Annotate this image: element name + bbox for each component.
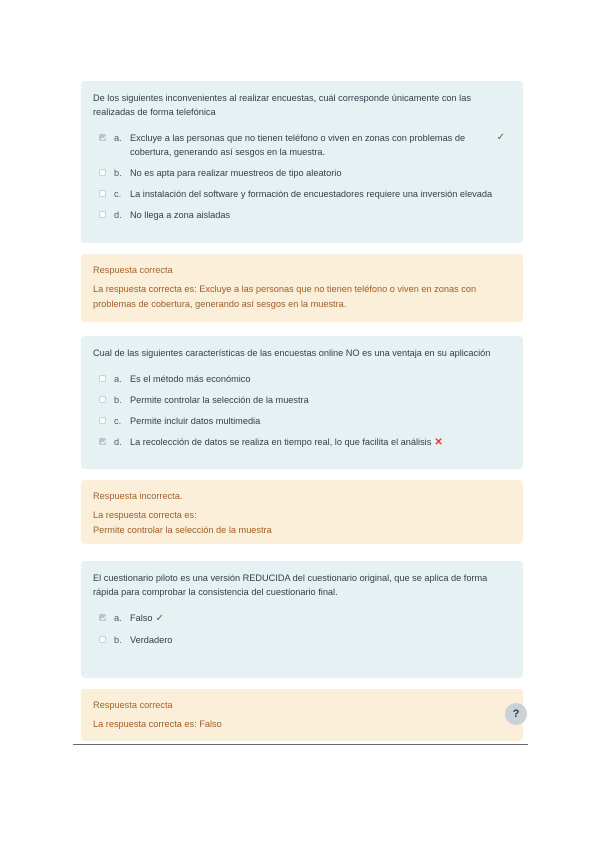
- option-letter: b.: [114, 395, 122, 405]
- feedback-title: Respuesta correcta: [93, 700, 173, 710]
- option-letter: a.: [114, 613, 122, 623]
- option-letter: b.: [114, 168, 122, 178]
- feedback-answer: La respuesta correcta es: Falso: [93, 719, 222, 729]
- options-list: [93, 372, 511, 450]
- option-text: [130, 611, 511, 626]
- help-button[interactable]: ?: [505, 703, 527, 725]
- feedback-card-2: [81, 480, 523, 544]
- option-a[interactable]: [93, 131, 511, 159]
- question-card-1: [81, 81, 523, 243]
- feedback-answer: La respuesta correcta es: Excluye a las personas que no tienen teléfono o viven en zonas con problemas de cobertura, generando así sesgos en la muestra.: [93, 284, 477, 309]
- feedback-answer: Permite controlar la selección de la muestra: [93, 525, 272, 535]
- option-c[interactable]: [93, 187, 511, 201]
- option-text: No es apta para realizar muestreos de tipo aleatorio: [130, 168, 342, 178]
- checkbox[interactable]: [99, 396, 106, 403]
- options-list: [93, 131, 511, 222]
- option-d[interactable]: [93, 435, 511, 450]
- option-b[interactable]: [93, 166, 511, 180]
- checkbox[interactable]: [99, 134, 106, 141]
- question-text: El cuestionario piloto es una versión REDUCIDA del cuestionario original, que se aplica de forma rápida para comprobar la consistencia del cuestionario final.: [93, 573, 488, 597]
- divider: [73, 744, 528, 745]
- checkbox[interactable]: [99, 438, 106, 445]
- option-a[interactable]: [93, 611, 511, 626]
- question-text: De los siguientes inconvenientes al realizar encuestas, cuál corresponde únicamente con las realizadas de forma telefónica: [93, 93, 471, 117]
- check-icon: ✓: [496, 132, 505, 143]
- option-c[interactable]: [93, 414, 511, 428]
- option-letter: a.: [114, 374, 122, 384]
- checkbox[interactable]: [99, 417, 106, 424]
- option-a[interactable]: [93, 372, 511, 386]
- feedback-answer-label: La respuesta correcta es:: [93, 510, 197, 520]
- option-b[interactable]: [93, 633, 511, 647]
- checkbox[interactable]: [99, 190, 106, 197]
- option-text: Excluye a las personas que no tienen teléfono o viven en zonas con problemas de cobertura, generando así sesgos en la muestra.: [130, 133, 466, 157]
- incorrect-icon: ✕: [434, 437, 443, 448]
- option-label: La recolección de datos se realiza en tiempo real, lo que facilita el análisis: [130, 437, 432, 447]
- option-label: Falso: [130, 613, 153, 623]
- option-letter: b.: [114, 635, 122, 645]
- feedback-card-1: [81, 254, 523, 322]
- feedback-title: Respuesta incorrecta.: [93, 491, 183, 501]
- option-letter: a.: [114, 133, 122, 143]
- option-letter: d.: [114, 437, 122, 447]
- option-letter: c.: [114, 416, 122, 426]
- option-text: Permite incluir datos multimedia: [130, 416, 261, 426]
- question-text: Cual de las siguientes características de las encuestas online NO es una ventaja en su aplicación: [93, 348, 491, 358]
- option-letter: c.: [114, 189, 122, 199]
- checkbox[interactable]: [99, 614, 106, 621]
- option-letter: d.: [114, 210, 122, 220]
- option-text: No llega a zona aisladas: [130, 210, 231, 220]
- option-text: [130, 435, 511, 450]
- check-icon: ✓: [155, 613, 164, 624]
- feedback-title: Respuesta correcta: [93, 265, 173, 275]
- option-text: Permite controlar la selección de la muestra: [130, 395, 309, 405]
- checkbox[interactable]: [99, 169, 106, 176]
- checkbox[interactable]: [99, 375, 106, 382]
- option-d[interactable]: [93, 208, 511, 222]
- option-b[interactable]: [93, 393, 511, 407]
- question-card-3: [81, 561, 523, 678]
- feedback-card-3: [81, 689, 523, 741]
- checkbox[interactable]: [99, 636, 106, 643]
- checkbox[interactable]: [99, 211, 106, 218]
- option-text: Verdadero: [130, 635, 173, 645]
- option-text: Es el método más económico: [130, 374, 251, 384]
- question-card-2: [81, 336, 523, 469]
- option-text: La instalación del software y formación de encuestadores requiere una inversión elevada: [130, 189, 493, 199]
- options-list: [93, 611, 511, 647]
